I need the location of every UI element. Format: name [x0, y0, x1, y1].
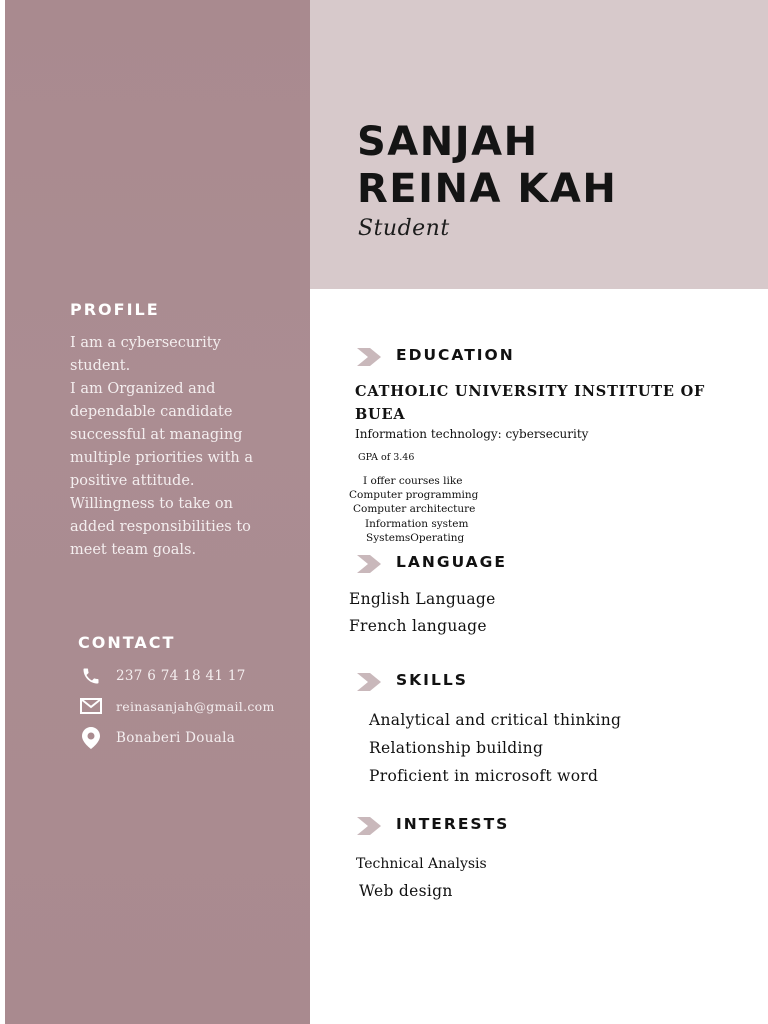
- course-item: I offer courses like: [363, 475, 463, 487]
- course-item: Computer architecture: [353, 503, 476, 515]
- language-item: French language: [349, 617, 487, 635]
- gpa: GPA of 3.46: [358, 452, 415, 463]
- skill-item: Relationship building: [369, 739, 544, 757]
- interests-heading: INTERESTS: [396, 815, 510, 833]
- contact-heading: CONTACT: [78, 633, 176, 652]
- profile-summary: [70, 332, 295, 562]
- contact-email-row: [80, 695, 275, 717]
- profile-heading: PROFILE: [70, 300, 160, 319]
- phone-icon: [80, 665, 102, 687]
- profile-line: dependable candidate: [70, 404, 233, 420]
- mail-icon: [80, 695, 102, 717]
- chevron-right-icon: [357, 555, 381, 577]
- profile-line: I am a cybersecurity: [70, 335, 221, 351]
- profile-line: added responsibilities to: [70, 519, 251, 535]
- profile-line: multiple priorities with a: [70, 450, 254, 466]
- skill-item: Proficient in microsoft word: [369, 767, 599, 785]
- chevron-right-icon: [357, 673, 381, 695]
- contact-phone-row: [80, 665, 246, 687]
- contact-location-row: [80, 727, 236, 749]
- skill-item: Analytical and critical thinking: [369, 711, 622, 729]
- name-line-1: SANJAH: [357, 119, 539, 165]
- school-name-line-1: CATHOLIC UNIVERSITY INSTITUTE OF: [355, 383, 706, 400]
- chevron-right-icon: [357, 348, 381, 370]
- location: Bonaberi Douala: [116, 730, 236, 746]
- interest-item: Technical Analysis: [356, 856, 487, 872]
- email-address: reinasanjah@gmail.com: [116, 698, 275, 714]
- profile-line: student.: [70, 358, 131, 374]
- profile-line: meet team goals.: [70, 542, 197, 558]
- language-item: English Language: [349, 590, 496, 608]
- course-item: Computer programming: [349, 489, 479, 501]
- name-line-2: REINA KAH: [357, 166, 618, 212]
- phone-number: 237 6 74 18 41 17: [116, 668, 246, 684]
- interest-item: Web design: [359, 882, 453, 900]
- job-title: Student: [358, 216, 450, 241]
- profile-line: successful at managing: [70, 427, 243, 443]
- location-pin-icon: [80, 727, 102, 749]
- profile-line: positive attitude.: [70, 473, 195, 489]
- degree: Information technology: cybersecurity: [355, 427, 589, 441]
- skills-heading: SKILLS: [396, 671, 468, 689]
- chevron-right-icon: [357, 817, 381, 839]
- education-heading: EDUCATION: [396, 346, 515, 364]
- profile-line: Willingness to take on: [70, 496, 233, 512]
- language-heading: LANGUAGE: [396, 553, 507, 571]
- school-name-line-2: BUEA: [355, 406, 406, 423]
- profile-line: I am Organized and: [70, 381, 216, 397]
- course-item: SystemsOperating: [366, 532, 465, 544]
- course-item: Information system: [365, 518, 469, 530]
